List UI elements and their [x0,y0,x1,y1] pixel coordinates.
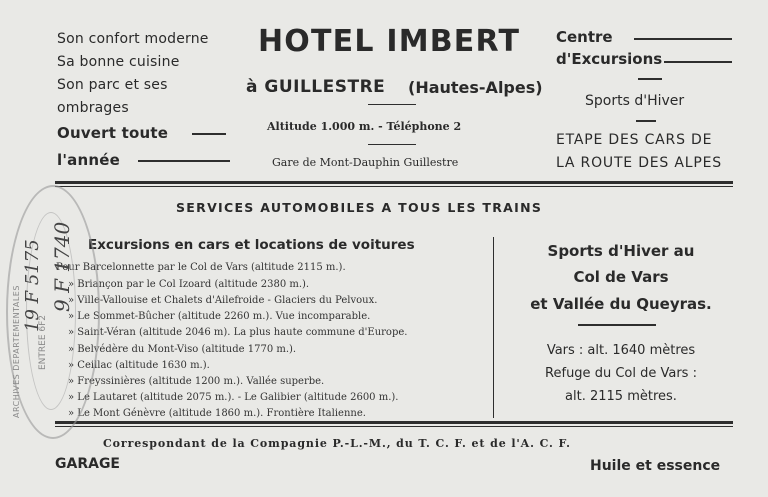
open-line-2: l'année [57,151,120,169]
etape-line-1: ETAPE DES CARS DE [556,132,713,148]
sports-winter: Sports d'Hiver [585,93,685,109]
excursion-item: » Le Lautaret (altitude 2075 m.). - Le Galibier (altitude 2600 m.). [68,392,399,403]
center-ornament-1 [368,104,416,105]
winter-heading-1: Sports d'Hiver au [547,242,695,260]
left-line-2: Sa bonne cuisine [57,54,180,70]
excursion-item: » Le Mont Génèvre (altitude 1860 m.). Frontière Italienne. [68,408,366,419]
stamp-inner-text: ENTREE 6F2 [38,314,48,370]
services-heading: SERVICES AUTOMOBILES A TOUS LES TRAINS [176,200,543,215]
correspondent-line: Correspondant de la Compagnie P.-L.-M., du T. C. F. et de l'A. C. F. [103,437,571,450]
winter-heading-2: Col de Vars [573,268,669,286]
top-rule-thin [55,186,733,187]
bottom-rule-thick [55,421,733,424]
center-ornament-2 [368,144,416,145]
oil-label: Huile et essence [590,458,721,474]
excursion-item: Pour Barcelonnette par le Col de Vars (altitude 2115 m.). [56,262,346,273]
right-dash-3 [638,78,662,80]
etape-line-2: LA ROUTE DES ALPES [556,155,722,171]
winter-line-1: Vars : alt. 1640 mètres [546,343,696,358]
centre-dash-1 [634,38,732,40]
station: Gare de Mont-Dauphin Guillestre [272,156,459,169]
bottom-rule-thin [55,426,733,427]
handwritten-ref-1: 9 F 1740 [50,221,74,312]
excursion-item: » Ville-Vallouise et Chalets d'Ailefroide - Glaciers du Pelvoux. [68,295,378,306]
excursion-item: » Belvédère du Mont-Viso (altitude 1770 m.). [68,344,297,355]
left-line-3: Son parc et ses [57,77,168,93]
open-dash-2 [138,160,230,162]
column-divider [493,237,494,418]
right-dash-4 [636,120,656,122]
excursion-item: » Le Sommet-Bûcher (altitude 2260 m.). Vue incomparable. [68,311,371,322]
excursion-item: » Saint-Véran (altitude 2046 m). La plus haute commune d'Europe. [68,327,408,338]
handwritten-ref-2: 19 F 5175 [22,239,43,332]
winter-rule [578,324,656,326]
stamp-outer-text: ARCHIVES DEPARTEMENTALES [12,285,21,418]
centre-line-1: Centre [556,28,613,46]
centre-dash-2 [664,61,732,63]
excursion-item: » Freyssinières (altitude 1200 m.). Vallée superbe. [68,376,325,387]
excursions-heading: Excursions en cars et locations de voitures [88,237,415,253]
excursion-item: » Briançon par le Col Izoard (altitude 2380 m.). [68,279,310,290]
top-rule-thick [55,181,733,184]
hotel-region: (Hautes-Alpes) [408,78,543,97]
left-line-1: Son confort moderne [57,31,209,47]
winter-line-3: alt. 2115 mètres. [565,389,677,404]
centre-line-2: d'Excursions [556,50,663,68]
garage-label: GARAGE [55,456,120,472]
left-line-4: ombrages [57,100,129,116]
hotel-title: HOTEL IMBERT [258,24,521,59]
winter-line-2: Refuge du Col de Vars : [545,366,697,381]
open-line-1: Ouvert toute [57,124,169,142]
winter-heading-3: et Vallée du Queyras. [530,295,712,313]
altitude-phone: Altitude 1.000 m. - Téléphone 2 [267,120,462,133]
hotel-town: à GUILLESTRE [246,77,386,97]
excursion-item: » Ceillac (altitude 1630 m.). [68,360,210,371]
open-dash-1 [192,133,226,135]
